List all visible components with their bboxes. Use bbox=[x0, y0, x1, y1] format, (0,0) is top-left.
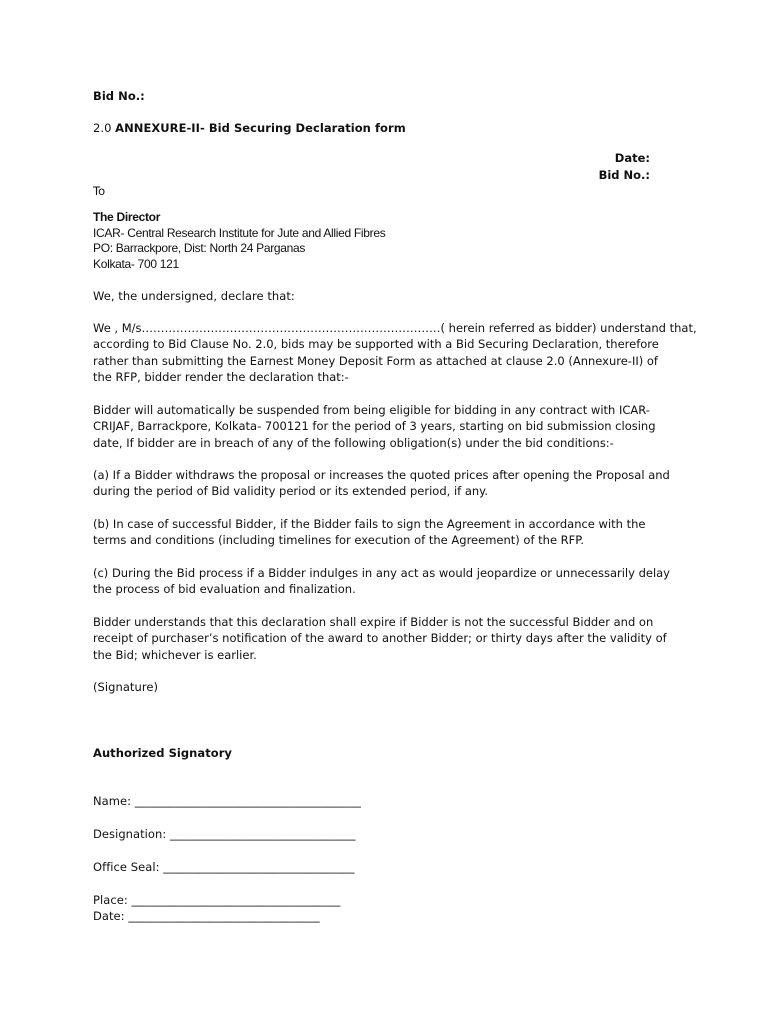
addressee-line-2: PO: Barrackpore, Dist: North 24 Parganas bbox=[93, 241, 306, 255]
date-label: Date: bbox=[614, 151, 650, 165]
paragraph-line: We , M/s……………………………………………………………………( herein referred as bidder) understand that, bbox=[93, 321, 697, 335]
addressee-line-1: ICAR- Central Research Institute for Jute and Allied Fibres bbox=[93, 226, 386, 240]
bid-no-right: Bid No.: bbox=[598, 168, 650, 182]
intro-text: We, the undersigned, declare that: bbox=[93, 289, 295, 303]
paragraph-line: according to Bid Clause No. 2.0, bids may be supported with a Bid Securing Declaration, therefore bbox=[93, 337, 659, 352]
place-field: Place: ____________________________________ bbox=[93, 893, 341, 907]
section-title: ANNEXURE-II- Bid Securing Declaration form bbox=[115, 121, 406, 135]
authorized-signatory-heading: Authorized Signatory bbox=[93, 746, 232, 760]
paragraph-declaration bbox=[93, 320, 697, 386]
paragraph-line: Bidder will automatically be suspended from being eligible for bidding in any contract with ICAR- bbox=[93, 403, 650, 417]
paragraph-line: the process of bid evaluation and finalization. bbox=[93, 582, 356, 597]
paragraph-line: terms and conditions (including timelines for execution of the Agreement) of the RFP. bbox=[93, 533, 585, 548]
paragraph-line: the RFP, bidder render the declaration that:- bbox=[93, 370, 349, 385]
paragraph-condition-c bbox=[93, 565, 673, 598]
paragraph-line: receipt of purchaser’s notification of the award to another Bidder; or thirty days after the validity of bbox=[93, 631, 667, 646]
office-seal-field: Office Seal: _________________________________ bbox=[93, 860, 355, 874]
paragraph-line: rather than submitting the Earnest Money Deposit Form as attached at clause 2.0 (Annexure-II) of bbox=[93, 353, 658, 368]
paragraph-line: the Bid; whichever is earlier. bbox=[93, 647, 257, 662]
paragraph-expiry bbox=[93, 614, 673, 663]
to-label: To bbox=[93, 184, 106, 198]
date-field: Date: _________________________________ bbox=[93, 909, 320, 923]
paragraph-line: (b) In case of successful Bidder, if the Bidder fails to sign the Agreement in accordance with the bbox=[93, 517, 646, 531]
paragraph-condition-b bbox=[93, 516, 673, 549]
paragraph-line: during the period of Bid validity period or its extended period, if any. bbox=[93, 484, 489, 499]
paragraph-line: Bidder understands that this declaration shall expire if Bidder is not the successful Bidder and on bbox=[93, 615, 654, 629]
name-field: Name: _______________________________________ bbox=[93, 794, 361, 808]
bid-no-top: Bid No.: bbox=[93, 89, 145, 103]
section-number: 2.0 bbox=[93, 121, 116, 135]
addressee-line-3: Kolkata- 700 121 bbox=[93, 257, 179, 271]
paragraph-line: date, If bidder are in breach of any of the following obligation(s) under the bid conditions:- bbox=[93, 435, 614, 450]
paragraph-line: (c) During the Bid process if a Bidder indulges in any act as would jeopardize or unnecessarily delay bbox=[93, 566, 670, 580]
addressee-name: The Director bbox=[93, 210, 161, 224]
section-heading bbox=[93, 120, 406, 137]
paragraph-condition-a bbox=[93, 467, 673, 500]
signature-label: (Signature) bbox=[93, 680, 159, 694]
designation-field: Designation: ________________________________ bbox=[93, 827, 356, 841]
paragraph-suspension bbox=[93, 402, 673, 451]
paragraph-line: CRIJAF, Barrackpore, Kolkata- 700121 for the period of 3 years, starting on bid submission closing bbox=[93, 419, 656, 434]
paragraph-line: (a) If a Bidder withdraws the proposal or increases the quoted prices after opening the Proposal and bbox=[93, 468, 670, 482]
